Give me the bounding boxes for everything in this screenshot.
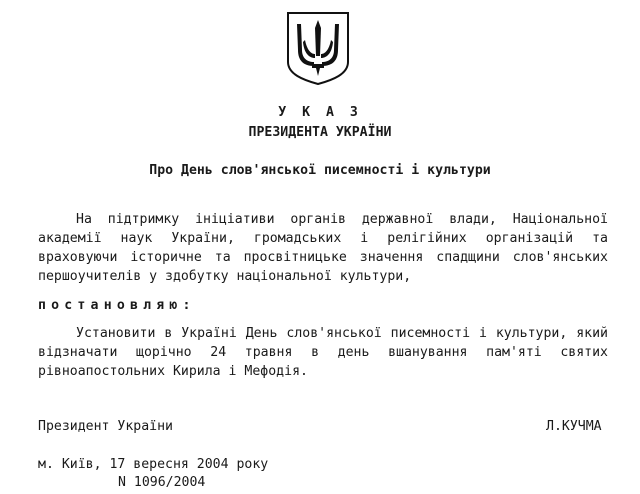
place-date: м. Київ, 17 вересня 2004 року <box>38 457 269 472</box>
decree-number: N 1096/2004 <box>118 475 206 490</box>
coat-of-arms-icon <box>285 10 351 86</box>
decree-issuer: ПРЕЗИДЕНТА УКРАЇНИ <box>248 125 392 140</box>
decree-title: У К А З <box>278 105 362 120</box>
signature-name: Л.КУЧМА <box>546 419 602 434</box>
paragraph-1: На підтримку ініціативи органів державної влади, Національної академії наук України, громадських і релігійних організацій та враховуючи історичне та просвітницьке значення спадщини слов'янських першоучителів у здобутку національної культури, <box>38 212 608 284</box>
decree-subject: Про День слов'янської писемності і культури <box>149 163 491 178</box>
signature-position: Президент України <box>38 419 173 434</box>
decree-word: постановляю: <box>38 298 196 313</box>
paragraph-2: Установити в Україні День слов'янської писемності і культури, який відзначати щорічно 24 травня в день вшанування пам'яті святих рівноапостольних Кирила і Мефодія. <box>38 326 608 379</box>
